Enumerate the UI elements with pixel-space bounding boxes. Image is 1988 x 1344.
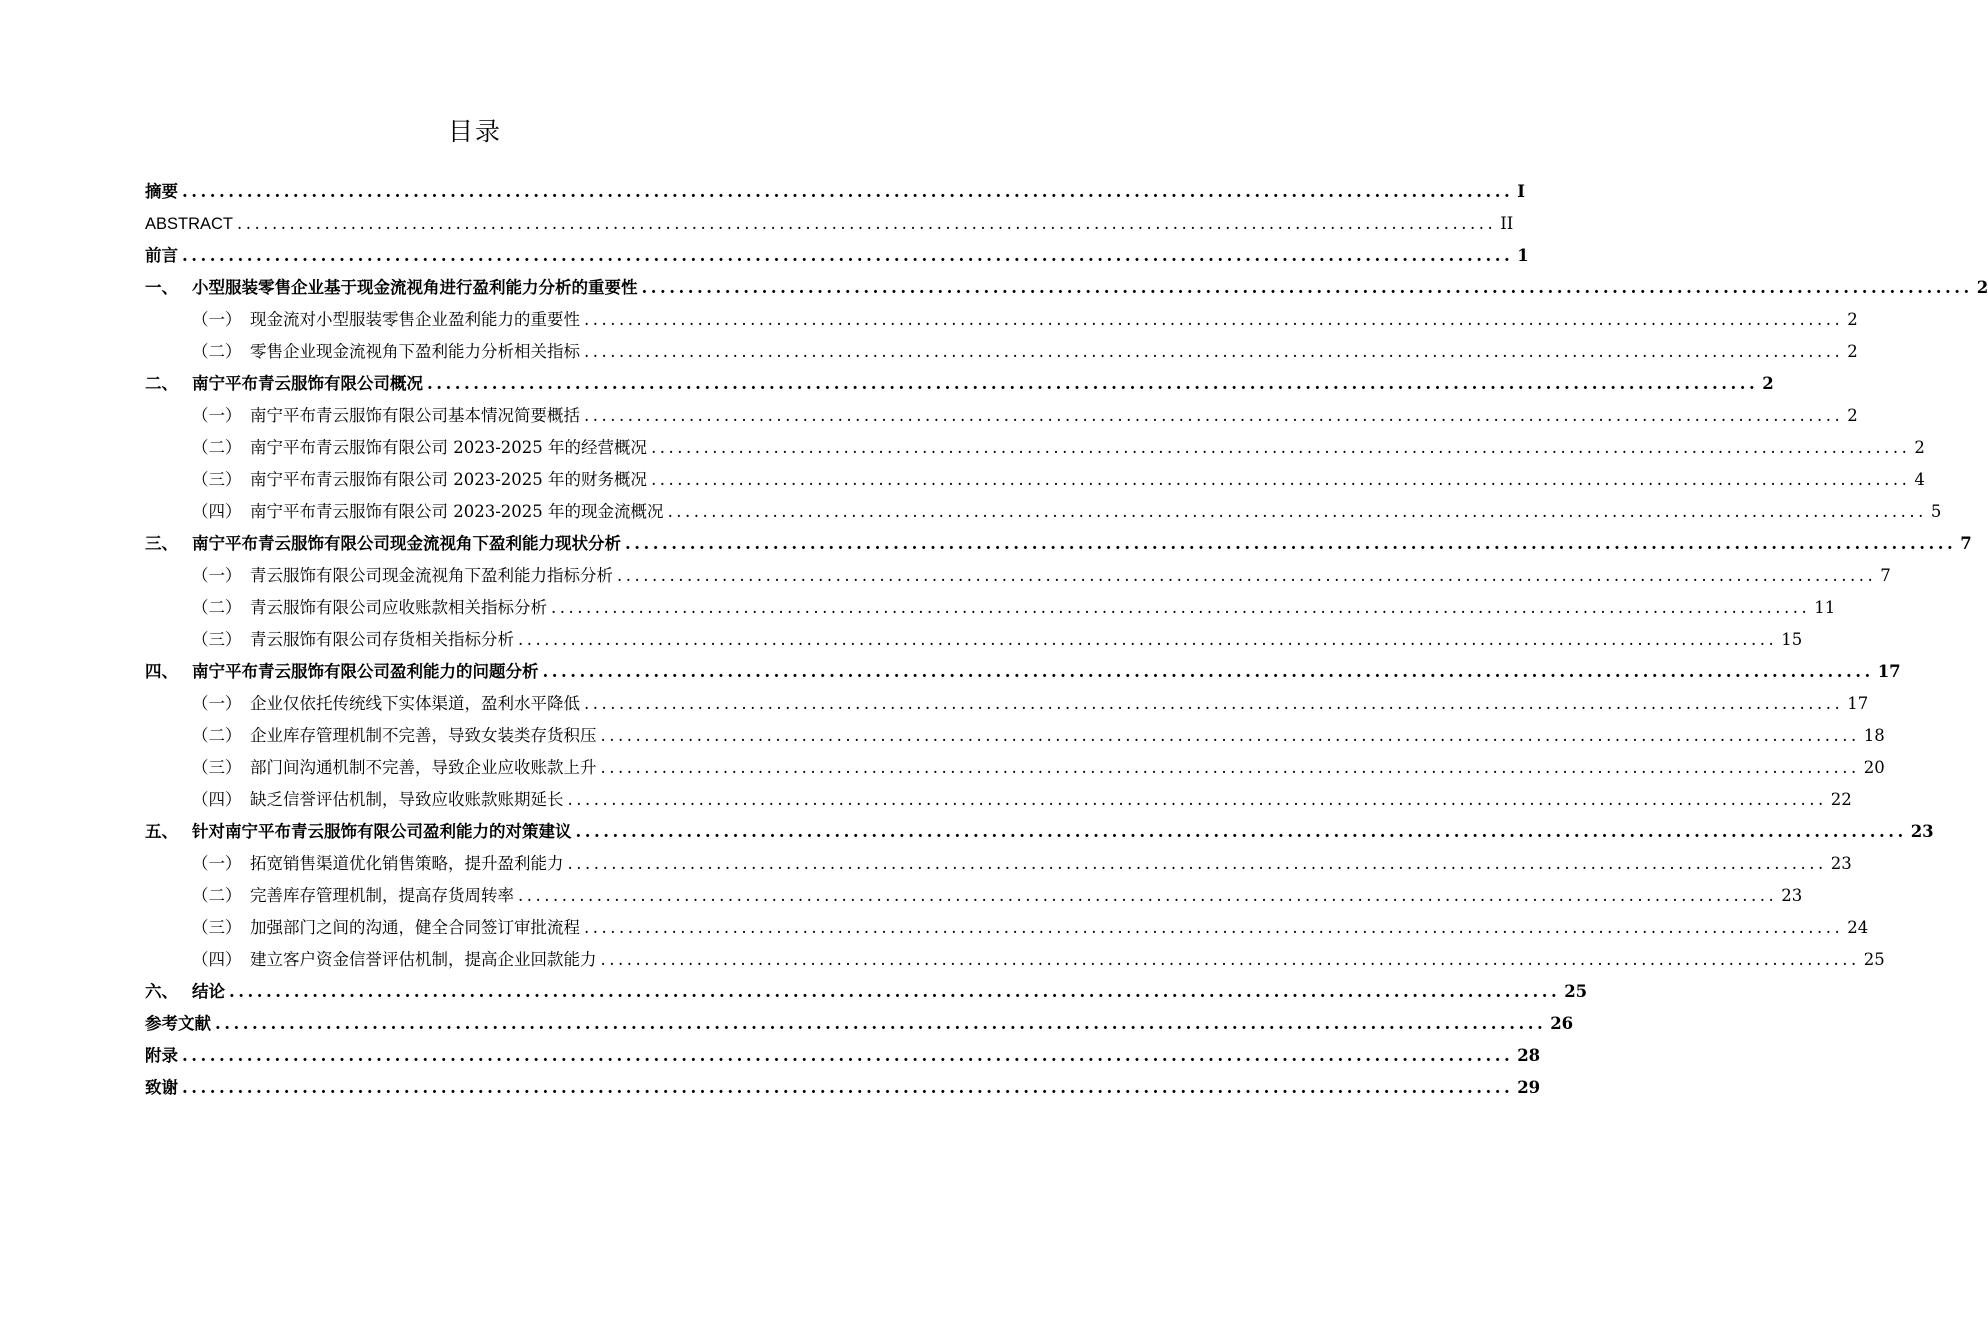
- toc-entry-number: （一）: [192, 406, 242, 425]
- toc-entry[interactable]: [145, 496, 1942, 528]
- table-of-contents: [145, 176, 1988, 1104]
- toc-dot-leader: ................................................................................................................................................: [600, 758, 1860, 777]
- toc-page-number: 2: [1762, 374, 1774, 393]
- toc-dot-leader: ................................................................................................................................................: [551, 598, 1811, 617]
- toc-dot-leader: ................................................................................................................................................: [182, 246, 1514, 265]
- toc-entry-number: 五、: [145, 822, 178, 841]
- toc-dot-leader: ................................................................................................................................................: [584, 694, 1844, 713]
- toc-dot-leader: ................................................................................................................................................: [182, 182, 1514, 201]
- toc-page-number: 26: [1550, 1014, 1574, 1033]
- toc-entry[interactable]: [145, 432, 1925, 464]
- toc-dot-leader: ................................................................................................................................................: [567, 854, 1827, 873]
- toc-dot-leader: ................................................................................................................................................: [584, 342, 1844, 361]
- toc-dot-leader: ................................................................................................................................................: [651, 470, 1911, 489]
- toc-entry-number: （三）: [192, 758, 242, 777]
- toc-entry[interactable]: [145, 304, 1858, 336]
- toc-entry-number: （二）: [192, 598, 242, 617]
- toc-entry-number: （三）: [192, 918, 242, 937]
- toc-entry-title: 现金流对小型服装零售企业盈利能力的重要性: [250, 310, 580, 329]
- toc-dot-leader: ................................................................................................................................................: [427, 374, 1759, 393]
- toc-entry[interactable]: [145, 208, 1514, 240]
- toc-page-number: 23: [1910, 822, 1934, 841]
- toc-entry-title: 部门间沟通机制不完善，导致企业应收账款上升: [250, 758, 597, 777]
- toc-dot-leader: ................................................................................................................................................: [182, 1078, 1514, 1097]
- toc-entry-number: （二）: [192, 438, 242, 457]
- toc-dot-leader: ................................................................................................................................................: [617, 566, 1877, 585]
- toc-page-number: 7: [1880, 566, 1891, 585]
- toc-entry-title: 南宁平布青云服饰有限公司盈利能力的问题分析: [192, 662, 539, 681]
- toc-entry[interactable]: [145, 816, 1934, 848]
- toc-entry-number: 四、: [145, 662, 178, 681]
- toc-entry[interactable]: [145, 400, 1858, 432]
- toc-dot-leader: ................................................................................................................................................: [518, 630, 1778, 649]
- toc-entry-title: 结论: [192, 982, 225, 1001]
- toc-entry-number: （二）: [192, 726, 242, 745]
- toc-dot-leader: ................................................................................................................................................: [542, 662, 1874, 681]
- toc-entry-title: 致谢: [145, 1078, 178, 1097]
- toc-entry-title: 完善库存管理机制，提高存货周转率: [250, 886, 514, 905]
- toc-entry[interactable]: [145, 176, 1525, 208]
- toc-entry-title: 南宁平布青云服饰有限公司现金流视角下盈利能力现状分析: [192, 534, 621, 553]
- toc-entry[interactable]: [145, 272, 1988, 304]
- toc-entry-number: （一）: [192, 694, 242, 713]
- toc-entry-number: （四）: [192, 950, 242, 969]
- toc-page-number: 23: [1781, 886, 1803, 905]
- toc-entry-title: 南宁平布青云服饰有限公司概况: [192, 374, 423, 393]
- toc-entry-number: （一）: [192, 310, 242, 329]
- toc-entry-title: 前言: [145, 246, 178, 265]
- toc-page-number: 22: [1830, 790, 1852, 809]
- toc-page-number: 2: [1914, 438, 1925, 457]
- toc-dot-leader: ................................................................................................................................................: [215, 1014, 1547, 1033]
- toc-page-number: 17: [1847, 694, 1869, 713]
- toc-dot-leader: ................................................................................................................................................: [584, 918, 1844, 937]
- toc-entry-title: 青云服饰有限公司应收账款相关指标分析: [250, 598, 547, 617]
- toc-entry-number: （四）: [192, 502, 242, 521]
- toc-page-number: 28: [1517, 1046, 1541, 1065]
- toc-entry-title: 青云服饰有限公司现金流视角下盈利能力指标分析: [250, 566, 613, 585]
- toc-dot-leader: ................................................................................................................................................: [600, 726, 1860, 745]
- toc-entry[interactable]: [145, 688, 1869, 720]
- toc-dot-leader: ................................................................................................................................................: [600, 950, 1860, 969]
- toc-entry-title: 青云服饰有限公司存货相关指标分析: [250, 630, 514, 649]
- toc-entry-number: 一、: [145, 278, 178, 297]
- toc-entry[interactable]: [145, 624, 1803, 656]
- toc-entry-title: 零售企业现金流视角下盈利能力分析相关指标: [250, 342, 580, 361]
- toc-page-number: 2: [1847, 310, 1858, 329]
- toc-entry[interactable]: [145, 1008, 1574, 1040]
- toc-dot-leader: ................................................................................................................................................: [625, 534, 1957, 553]
- toc-entry-number: （四）: [192, 790, 242, 809]
- toc-page-number: 17: [1877, 662, 1901, 681]
- toc-page-number: 5: [1930, 502, 1942, 521]
- toc-dot-leader: ................................................................................................................................................: [575, 822, 1907, 841]
- toc-entry[interactable]: [145, 528, 1972, 560]
- toc-page-number: 24: [1847, 918, 1869, 937]
- toc-page-number: I: [1517, 182, 1525, 201]
- toc-entry[interactable]: [145, 240, 1529, 272]
- toc-entry-title: 小型服装零售企业基于现金流视角进行盈利能力分析的重要性: [192, 278, 638, 297]
- toc-page-number: 29: [1517, 1078, 1541, 1097]
- toc-entry-title: 参考文献: [145, 1014, 211, 1033]
- toc-entry-number: （二）: [192, 886, 242, 905]
- toc-page-number: 25: [1564, 982, 1588, 1001]
- toc-entry[interactable]: [145, 464, 1925, 496]
- toc-dot-leader: ................................................................................................................................................: [229, 982, 1561, 1001]
- toc-dot-leader: ................................................................................................................................................: [518, 886, 1778, 905]
- toc-entry[interactable]: [145, 336, 1858, 368]
- toc-page-number: 2: [1847, 406, 1858, 425]
- toc-page-number: 23: [1830, 854, 1852, 873]
- toc-page-number: 7: [1960, 534, 1972, 553]
- toc-entry[interactable]: [145, 752, 1885, 784]
- toc-entry-title: 摘要: [145, 182, 178, 201]
- toc-entry-title: 缺乏信誉评估机制，导致应收账款账期延长: [250, 790, 564, 809]
- toc-entry-number: （三）: [192, 470, 242, 489]
- toc-entry[interactable]: [145, 976, 1588, 1008]
- toc-entry-title: 企业仅依托传统线下实体渠道，盈利水平降低: [250, 694, 580, 713]
- toc-page-number: 2: [1847, 342, 1858, 361]
- toc-entry[interactable]: [145, 848, 1852, 880]
- toc-entry[interactable]: [145, 1072, 1541, 1104]
- toc-entry-number: （一）: [192, 566, 242, 585]
- toc-entry[interactable]: [145, 944, 1885, 976]
- toc-entry-number: 二、: [145, 374, 178, 393]
- toc-entry-number: （二）: [192, 342, 242, 361]
- toc-page-number: 18: [1863, 726, 1885, 745]
- toc-entry[interactable]: [145, 560, 1891, 592]
- toc-entry-title: 拓宽销售渠道优化销售策略，提升盈利能力: [250, 854, 564, 873]
- toc-entry-number: 三、: [145, 534, 178, 553]
- page-title: 目录: [447, 117, 502, 146]
- toc-page-number: 11: [1814, 598, 1836, 617]
- toc-dot-leader: ................................................................................................................................................: [584, 406, 1844, 425]
- toc-entry-title: 南宁平布青云服饰有限公司 2023-2025 年的财务概况: [250, 470, 648, 489]
- toc-entry-title: 建立客户资金信誉评估机制，提高企业回款能力: [250, 950, 597, 969]
- toc-page-number: 1: [1517, 246, 1529, 265]
- toc-entry-title: 南宁平布青云服饰有限公司 2023-2025 年的现金流概况: [250, 502, 664, 521]
- toc-dot-leader: ................................................................................................................................................: [237, 214, 1497, 233]
- toc-dot-leader: ................................................................................................................................................: [567, 790, 1827, 809]
- toc-entry-number: （三）: [192, 630, 242, 649]
- toc-entry[interactable]: [145, 656, 1901, 688]
- toc-entry[interactable]: [145, 368, 1774, 400]
- toc-entry-title: 企业库存管理机制不完善，导致女装类存货积压: [250, 726, 597, 745]
- toc-entry[interactable]: [145, 720, 1885, 752]
- toc-dot-leader: ................................................................................................................................................: [667, 502, 1927, 521]
- toc-page-number: 4: [1914, 470, 1925, 489]
- toc-page-number: 25: [1863, 950, 1885, 969]
- toc-entry[interactable]: [145, 1040, 1541, 1072]
- toc-dot-leader: ................................................................................................................................................: [641, 278, 1973, 297]
- toc-dot-leader: ................................................................................................................................................: [651, 438, 1911, 457]
- toc-entry[interactable]: [145, 784, 1852, 816]
- toc-entry-title: 附录: [145, 1046, 178, 1065]
- toc-dot-leader: ................................................................................................................................................: [584, 310, 1844, 329]
- toc-page-number: II: [1500, 214, 1514, 233]
- toc-entry-title: 南宁平布青云服饰有限公司 2023-2025 年的经营概况: [250, 438, 648, 457]
- toc-entry-title: 针对南宁平布青云服饰有限公司盈利能力的对策建议: [192, 822, 572, 841]
- toc-entry[interactable]: [145, 592, 1836, 624]
- toc-page-number: 2: [1976, 278, 1988, 297]
- toc-entry-number: 六、: [145, 982, 178, 1001]
- toc-entry[interactable]: [145, 912, 1869, 944]
- toc-entry-title: ABSTRACT: [145, 215, 234, 233]
- toc-page-number: 15: [1781, 630, 1803, 649]
- toc-entry-title: 南宁平布青云服饰有限公司基本情况简要概括: [250, 406, 580, 425]
- toc-dot-leader: ................................................................................................................................................: [182, 1046, 1514, 1065]
- toc-entry-title: 加强部门之间的沟通，健全合同签订审批流程: [250, 918, 580, 937]
- toc-page-number: 20: [1863, 758, 1885, 777]
- toc-entry[interactable]: [145, 880, 1803, 912]
- toc-entry-number: （一）: [192, 854, 242, 873]
